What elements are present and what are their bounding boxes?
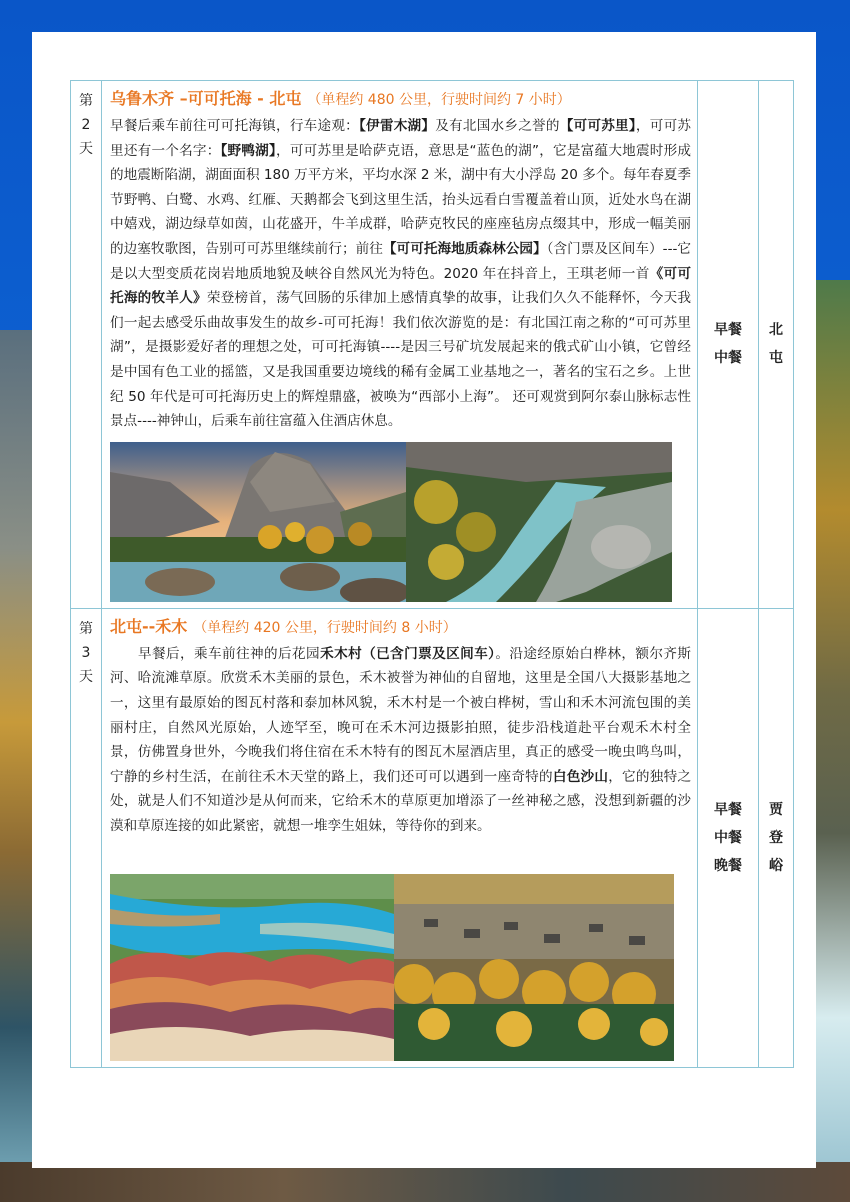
day-description [110, 642, 691, 839]
desc-highlight: 【可可苏里】 [559, 118, 636, 134]
day-label-char: 第 [79, 620, 93, 637]
photo-strip [110, 874, 691, 1061]
desc-text: ，它的独特之处，就是人们不知道沙是从何而来，它给禾木的草原更加增添了一丝神秘之感，没想到新疆的沙漠和草原连接的如此紧密，就想一堆孪生姐妹，等待你的到来。 [110, 768, 692, 834]
desc-highlight: 【野鸭湖】 [220, 142, 277, 159]
route-note: （单程约 420 公里，行驶时间约 8 小时） [193, 619, 457, 636]
day-label-char: 天 [79, 668, 93, 685]
day-number-cell [71, 81, 102, 609]
day-number-cell [71, 608, 102, 1068]
granite-mountain-photo [110, 442, 406, 602]
desc-text: 及有北国水乡之誉的 [435, 118, 560, 134]
day-label-char: 3 [81, 644, 91, 661]
day-content-cell [102, 81, 698, 609]
day-label-char: 第 [79, 93, 93, 109]
meals-cell [698, 81, 759, 609]
accommodation-cell [759, 81, 794, 609]
meal-item: 早餐 [714, 802, 742, 819]
route-note: （单程约 480 公里，行驶时间约 7 小时） [307, 92, 571, 108]
hemu-village-autumn-photo [394, 874, 674, 1061]
desc-highlight: 白色沙山 [552, 768, 609, 785]
desc-text: 。沿途经原始白桦林，额尔齐斯河、哈流滩草原。欣赏禾木美丽的景色，禾木被誉为神仙的自留地，这里是全国八大摄影基地之一，这里有最原始的图瓦村落和泰加林风貌，禾木村是一个被白桦树，雪山和禾木河流包围的美丽村庄，自然风光原始，人迹罕至，晚可在禾木河边摄影拍照，徒步沿栈道赴平台观禾木村全景，仿佛置身世外，今晚我们将住宿在禾木特有的图瓦木屋酒店里，真正的感受一晚虫鸣鸟叫，宁静的乡村生活，在前往禾木天堂的路上，我们还可可以遇到一座奇特的 [110, 645, 692, 785]
meal-item: 中餐 [714, 830, 742, 847]
itinerary-table [70, 80, 794, 1068]
desc-highlight: 【可可托海地质森林公园】 [382, 240, 547, 257]
document-page [32, 32, 816, 1168]
meals-cell [698, 608, 759, 1068]
day-content-cell [102, 608, 698, 1068]
route-title: 北屯--禾木 [110, 616, 188, 636]
desc-text: （含门票及区间车）---它是以大型变质花岗岩地质地貌及峡谷自然风光为特色。2020 年在抖音上，王琪老师一首 [110, 240, 692, 282]
meal-item: 早餐 [714, 322, 742, 339]
itinerary-row-day-3 [71, 608, 794, 1068]
desc-text: 荣登榜首，荡气回肠的乐律加上感情真挚的故事，让我们久久不能释怀，今天我们一起去感受乐曲故事发生的故乡-可可托海！我们依次游览的是：有北国江南之称的“可可苏里湖”，是摄影爱好者的理想之处，可可托海镇----是因三号矿坑发展起来的俄式矿山小镇，它曾经是中国有色工业的摇篮，又是我国重要边境线的稀有金属工业基地之一，著名的宝石之乡。上世纪 50 年代是可可托海历史上的辉煌鼎盛，被唤为“西部小上海”。 还可观赏到阿尔泰山脉标志性景点----神钟山，后乘车前往富蕴入住酒店休息。 [110, 290, 691, 430]
itinerary-row-day-2 [71, 81, 794, 609]
accommodation-char: 峪 [769, 858, 783, 875]
desc-text: 早餐后乘车前往可可托海镇，行车途观： [110, 118, 359, 134]
meal-item: 晚餐 [714, 858, 742, 875]
photo-strip [110, 442, 691, 602]
background-photo-bottom [0, 1162, 850, 1202]
desc-highlight: 禾木村（已含门票及区间车） [320, 645, 496, 662]
desc-text: 早餐后，乘车前往神的后花园 [138, 645, 321, 662]
desc-highlight: 【伊雷木湖】 [359, 118, 436, 134]
day-label-char: 天 [79, 141, 93, 157]
accommodation-char: 登 [769, 830, 783, 847]
accommodation-cell [759, 608, 794, 1068]
desc-text: ，可可苏里还有一个名字： [110, 118, 691, 159]
accommodation-char: 北 [769, 322, 783, 339]
day-label-char: 2 [81, 117, 91, 133]
lake-and-rainbow-hills-photo [110, 874, 394, 1061]
river-valley-aerial-photo [406, 442, 672, 602]
route-heading [110, 87, 691, 112]
day-description [110, 114, 691, 434]
desc-highlight: 《可可托海的牧羊人》 [110, 265, 692, 307]
accommodation-char: 屯 [769, 350, 783, 367]
accommodation-char: 贾 [769, 802, 783, 819]
meal-item: 中餐 [714, 350, 742, 367]
route-heading [110, 615, 691, 640]
route-title: 乌鲁木齐 –可可托海 - 北屯 [110, 89, 302, 108]
desc-text: ，可可苏里是哈萨克语，意思是“蓝色的湖”，它是富蕴大地震时形成的地震断陷湖，湖面面积 180 万平方米，平均水深 2 米，湖中有大小浮岛 20 多个。每年春夏季节野鸭、白鹭、水鸡、红雁、天鹅都会飞到这里生活，抬头远看白雪覆盖着山顶，近处水鸟在湖中嬉戏，湖边绿草如茵，山花盛开，牛羊成群，哈萨克牧民的座座毡房点缀其中，形成一幅美丽的边塞牧歌图，告别可可苏里继续前行；前往 [110, 142, 691, 257]
